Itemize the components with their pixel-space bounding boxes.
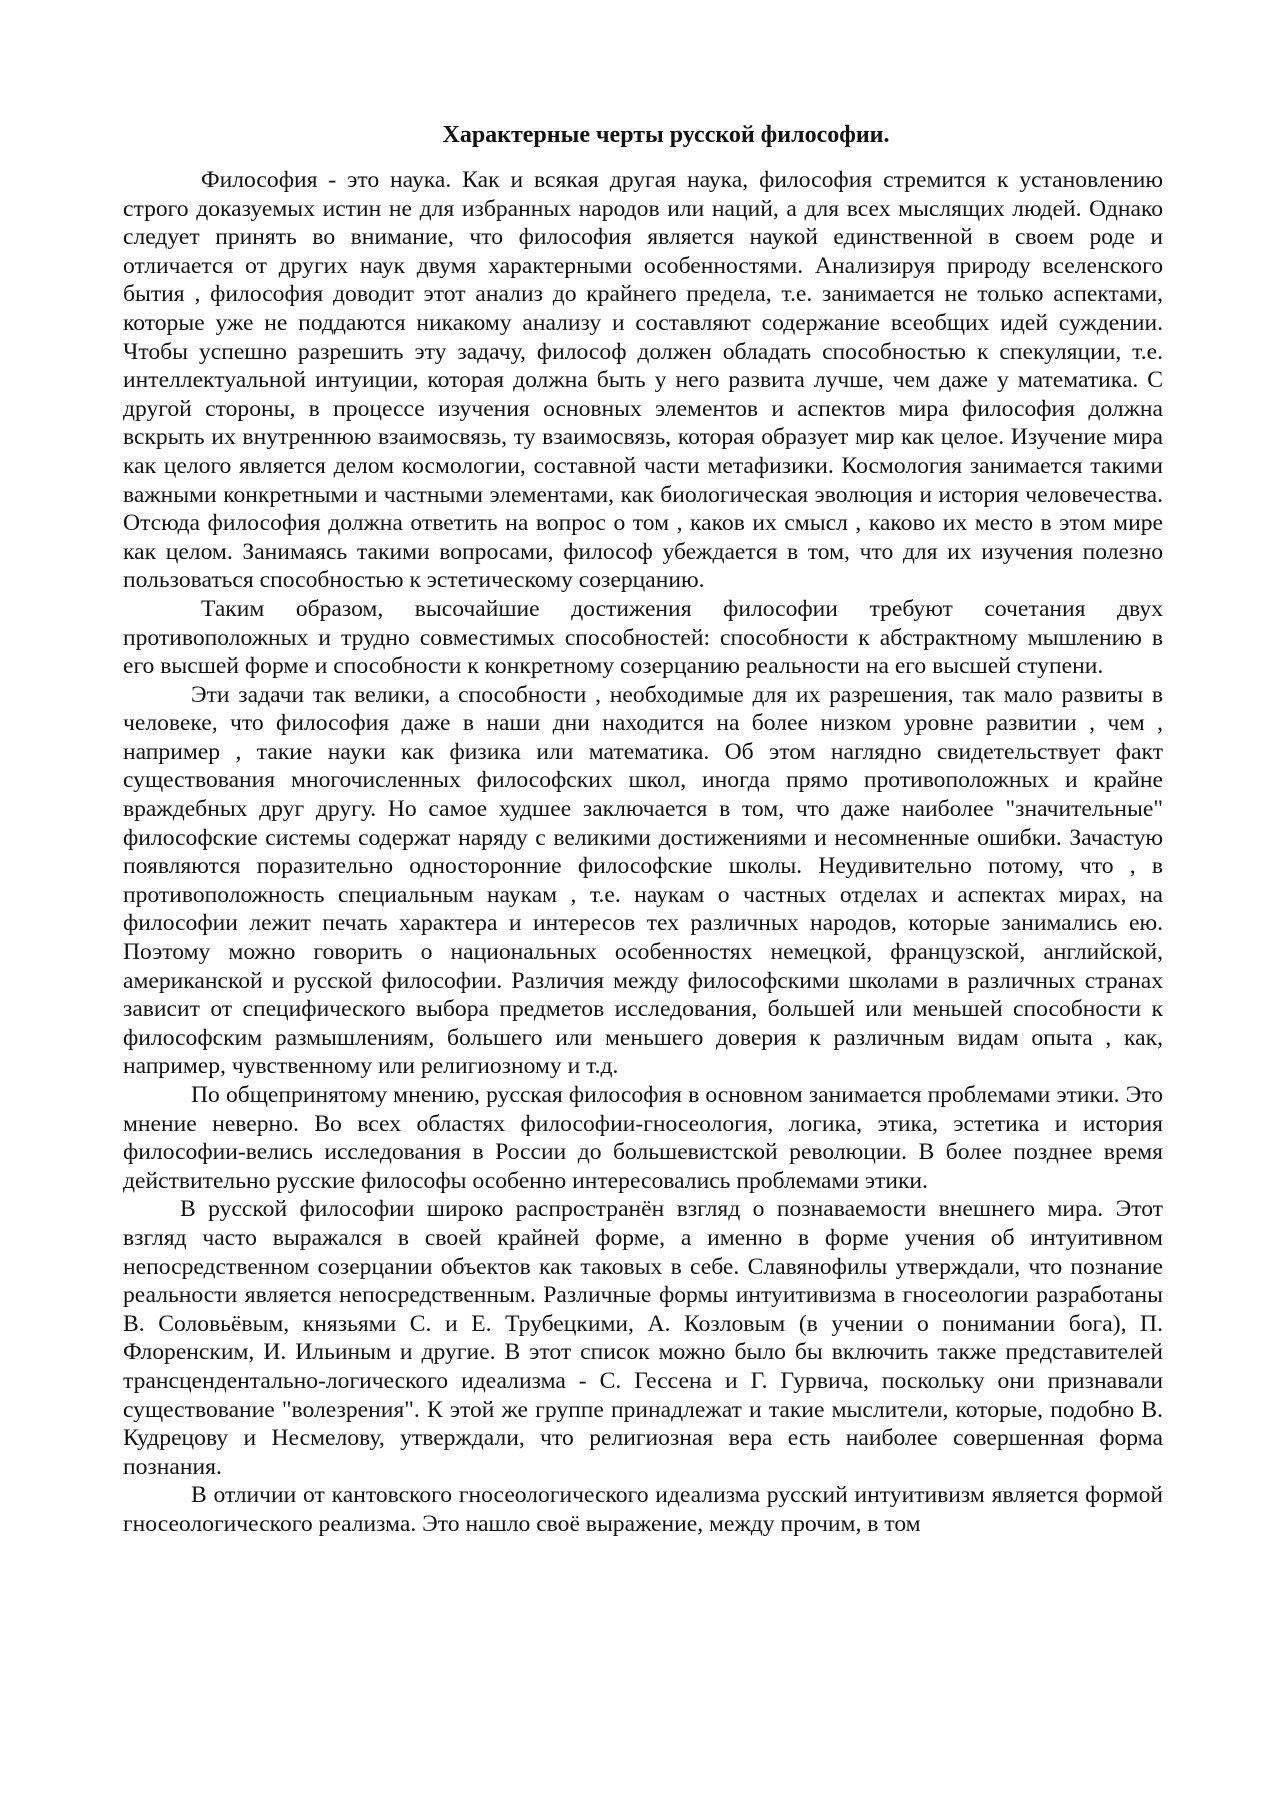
paragraph-2: Таким образом, высочайшие достижения философии требуют сочетания двух противоположных и трудно совместимых способностей: способности к абстрактному мышлению в его высшей форме и способности к конкретному созерцанию реальности на его высшей ступени. xyxy=(123,595,1163,680)
paragraph-5: В русской философии широко распространён взгляд о познаваемости внешнего мира. Этот взгляд часто выражался в своей крайней форме, а именно в форме учения об интуитивном непосредственном созерцании объектов как таковых в себе. Славянофилы утверждали, что познание реальности является непосредственным. Различные формы интуитивизма в гносеологии разработаны В. Соловьёвым, князьями С. и Е. Трубецкими, А. Козловым (в учении о понимании бога), П. Флоренским, И. Ильиным и другие. В этот список можно было бы включить также представителей трансцендентально-логического идеализма - С. Гессена и Г. Гурвича, поскольку они признавали существование "волезрения". К этой же группе принадлежат и такие мыслители, которые, подобно В. Кудрецову и Несмелову, утверждали, что религиозная вера есть наиболее совершенная форма познания. xyxy=(123,1196,1163,1480)
document-page xyxy=(123,120,1163,1539)
paragraph-4: По общепринятому мнению, русская философия в основном занимается проблемами этики. Это мнение неверно. Во всех областях философии-гносеология, логика, этика, эстетика и история философии-велись исследования в России до большевистской революции. В более позднее время действительно русские философы особенно интересовались проблемами этики. xyxy=(123,1082,1163,1194)
paragraph-3: Эти задачи так велики, а способности , необходимые для их разрешения, так мало развиты в человеке, что философия даже в наши дни находится на более низком уровне развитии , чем , например , такие науки как физика или математика. Об этом наглядно свидетельствует факт существования многочисленных философских школ, иногда прямо противоположных и крайне враждебных друг другу. Но самое худшее заключается в том, что даже наиболее "значительные" философские системы содержат наряду с великими достижениями и несомненные ошибки. Зачастую появляются поразительно односторонние философские школы. Неудивительно потому, что , в противоположность специальным наукам , т.е. наукам о частных отделах и аспектах мирах, на философии лежит печать характера и интересов тех различных народов, которые занимались ею. Поэтому можно говорить о национальных особенностях немецкой, французской, английской, американской и русской философии. Различия между философскими школами в различных странах зависит от специфического выбора предметов исследования, большей или меньшей способности к философским размышлениям, большего или меньшего доверия к различным видам опыта , как, например, чувственному или религиозному и т.д. xyxy=(123,681,1163,1080)
paragraph-1: Философия - это наука. Как и всякая другая наука, философия стремится к установлению строго доказуемых истин не для избранных народов или наций, а для всех мыслящих людей. Однако следует принять во внимание, что философия является наукой единственной в своем роде и отличается от других наук двумя характерными особенностями. Анализируя природу вселенского бытия , философия доводит этот анализ до крайнего предела, т.е. занимается не только аспектами, которые уже не поддаются никакому анализу и составляют содержание всеобщих идей суждении. Чтобы успешно разрешить эту задачу, философ должен обладать способностью к спекуляции, т.е. интеллектуальной интуиции, которая должна быть у него развита лучше, чем даже у математика. С другой стороны, в процессе изучения основных элементов и аспектов мира философия должна вскрыть их внутреннюю взаимосвязь, ту взаимосвязь, которая образует мир как целое. Изучение мира как целого является делом космологии, составной части метафизики. Космология занимается такими важными конкретными и частными элементами, как биологическая эволюция и история человечества. Отсюда философия должна ответить на вопрос о том , каков их смысл , каково их место в этом мире как целом. Занимаясь такими вопросами, философ убеждается в том, что для их изучения полезно пользоваться способностью к эстетическому созерцанию. xyxy=(123,167,1163,594)
paragraph-6: В отличии от кантовского гносеологического идеализма русский интуитивизм является формой гносеологического реализма. Это нашло своё выражение, между прочим, в том xyxy=(123,1482,1163,1537)
document-title: Характерные черты русской философии. xyxy=(442,122,890,148)
